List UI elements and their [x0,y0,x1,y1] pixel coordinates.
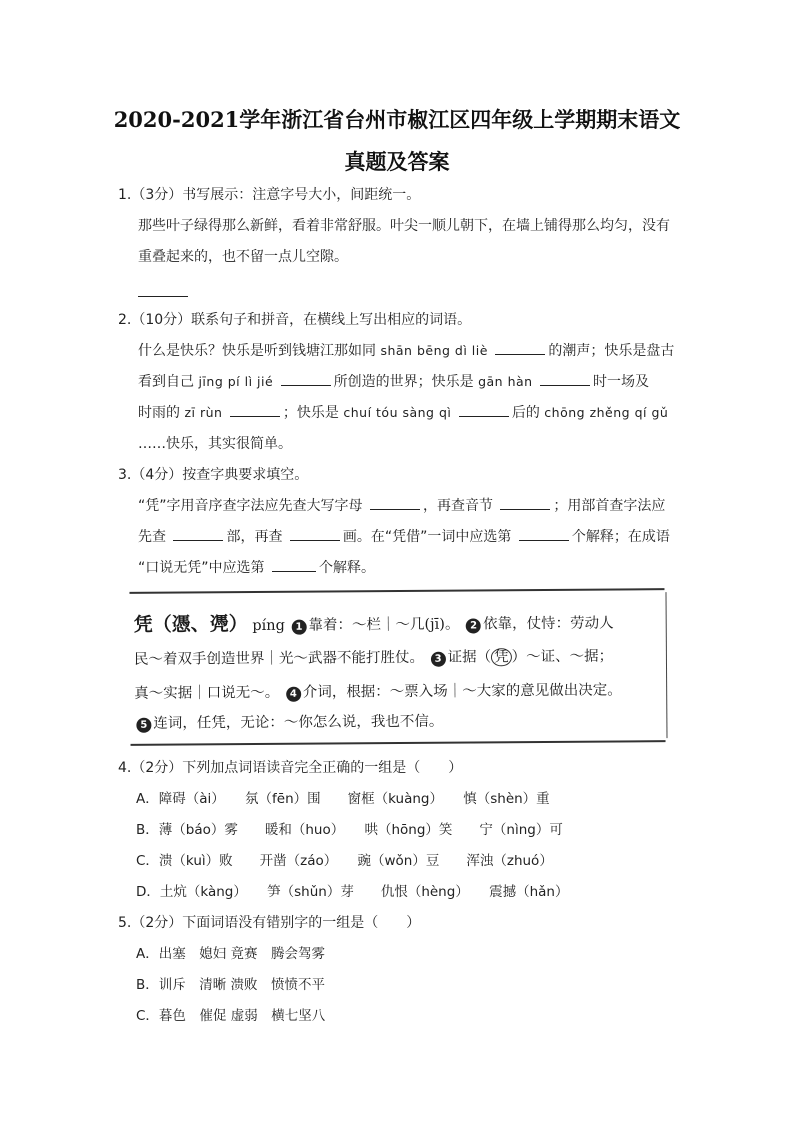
q2-blank-1[interactable] [495,341,545,355]
dict-pinyin: píng [252,617,285,635]
q2-line3-text-c: 后的 [511,405,540,421]
q3-line2-text-b: 部，再查 [226,529,283,545]
q3-blank-syllable[interactable] [500,496,550,510]
dict-circled-char: 凭 [491,648,512,666]
q2-blank-4[interactable] [230,403,280,417]
q3-blank-meaning-2[interactable] [272,558,316,572]
q3-line1-text-b: ，再查音节 [422,498,493,514]
q2-line2-text-b: 所创造的世界；快乐是 [333,374,474,390]
dict-sense-3-icon: 3 [431,652,446,667]
q3-blank-meaning-1[interactable] [519,527,569,541]
dict-headword: 凭（憑、凴） [133,613,248,636]
dict-line1 [134,606,614,636]
q2-pinyin-5: chuí tóu sàng qì [343,405,452,420]
q3-header: 3.（4分）按查字典要求填空。 [118,467,309,483]
q2-line2 [138,372,649,392]
q3-line2 [138,527,670,547]
q2-blank-3[interactable] [540,372,590,386]
dictionary-entry-image [129,588,665,746]
dict-sense-4-icon: 4 [286,687,301,702]
q2-blank-5[interactable] [459,403,509,417]
q2-line3-text-b: ；快乐是 [282,405,339,421]
q3-line3 [138,558,375,578]
dict-line1-a: 靠着：～栏｜～几(jī)。 [308,616,460,634]
q5-header: 5.（2分）下面词语没有错别字的一组是（ ） [118,915,421,931]
q2-line1-text-a: 什么是快乐？快乐是听到钱塘江那如同 [138,343,376,359]
dict-line2-c: ）～证、～据； [511,648,614,666]
q2-pinyin-2: jīng pí lì jié [198,374,274,389]
dict-sense-2-icon: 2 [466,618,481,633]
q5-option-a[interactable]: A．出塞 媳妇 竟赛 腾会驾雾 [136,946,326,962]
q2-line3-text-a: 时雨的 [138,405,180,421]
q4-option-a[interactable]: A．障碍（ài） 氛（fēn）围 窗框（kuàng） 慎（shèn）重 [136,791,550,807]
doc-title-line1: 2020-2021学年浙江省台州市椒江区四年级上学期期末语文 [113,107,681,132]
q2-line2-text-a: 看到自己 [138,374,194,390]
q2-pinyin-3: gān hàn [478,374,533,389]
q5-option-c[interactable]: C．暮色 催促 虚弱 横七坚八 [136,1008,326,1024]
dict-line2-b: 证据（ [447,649,492,666]
dict-line4-a: 连词，任凭，无论：～你怎么说，我也不信。 [153,713,444,732]
q2-line1 [138,341,674,361]
q4-option-b[interactable]: B．薄（báo）雾 暖和（huo） 哄（hōng）笑 宁（nìng）可 [136,822,563,838]
dict-line3 [134,678,622,702]
dict-line2-a: 民～着双手创造世界｜光～武器不能打胜仗。 [133,649,424,668]
q1-writing-line[interactable] [138,296,188,297]
dict-sense-1-icon: 1 [291,620,306,635]
q4-option-c[interactable]: C．溃（kuì）败 开凿（záo） 豌（wǒn）豆 浑浊（zhuó） [136,853,553,869]
q3-blank-radical[interactable] [173,527,223,541]
q4-option-d[interactable]: D．土炕（kàng） 笋（shǔn）芽 仇恨（hèng） 震撼（hǎn） [136,884,569,900]
q3-blank-letter[interactable] [370,496,420,510]
q2-header: 2.（10分）联系句子和拼音，在横线上写出相应的词语。 [118,312,472,328]
q3-line2-text-d: 个解释；在成语 [571,529,670,545]
q2-blank-2[interactable] [281,372,331,386]
q3-line3-text-a: “口说无凭”中应选第 [138,560,265,576]
q3-line2-text-a: 先查 [138,529,166,545]
q3-line1-text-a: “凭”字用音序查字法应先查大写字母 [138,498,363,514]
dict-line3-b: 介词，根据：～票入场｜～大家的意见做出决定。 [302,682,622,701]
q3-line2-text-c: 画。在“凭借”一词中应选第 [342,529,512,545]
q3-line1 [138,496,665,516]
q2-line3 [138,403,668,423]
dict-line1-b: 依靠，仗恃：劳动人 [482,615,614,633]
q2-line1-text-b: 的潮声；快乐是盘古 [548,343,675,359]
q1-text-line1: 那些叶子绿得那么新鲜，看着非常舒服。叶尖一顺儿朝下，在墙上铺得那么均匀，没有 [138,218,670,234]
q3-blank-strokes[interactable] [290,527,340,541]
q3-line3-text-b: 个解释。 [318,560,375,576]
q1-header: 1.（3分）书写展示：注意字号大小，间距统一。 [118,187,421,203]
q3-line1-text-c: ；用部首查字法应 [553,498,666,514]
q5-option-b[interactable]: B．训斥 清晰 溃败 愤愤不平 [136,977,326,993]
q4-header: 4.（2分）下列加点词语读音完全正确的一组是（ ） [118,760,463,776]
q2-pinyin-4: zī rùn [184,405,223,420]
q2-pinyin-6: chōng zhěng qí gǔ [544,405,669,420]
dict-line4 [134,710,443,733]
dictionary-edge [665,592,667,738]
q2-line2-text-c: 时一场及 [593,374,650,390]
dict-sense-5-icon: 5 [136,718,151,733]
doc-title-line2: 真题及答案 [344,149,450,174]
dict-line3-a: 真～实据｜口说无～。 [134,684,280,702]
q1-text-line2: 重叠起来的，也不留一点儿空隙。 [138,249,348,265]
q2-line4: ……快乐，其实很简单。 [138,436,292,452]
dict-line2 [134,644,613,668]
q2-pinyin-1: shān bēng dì liè [380,343,488,358]
